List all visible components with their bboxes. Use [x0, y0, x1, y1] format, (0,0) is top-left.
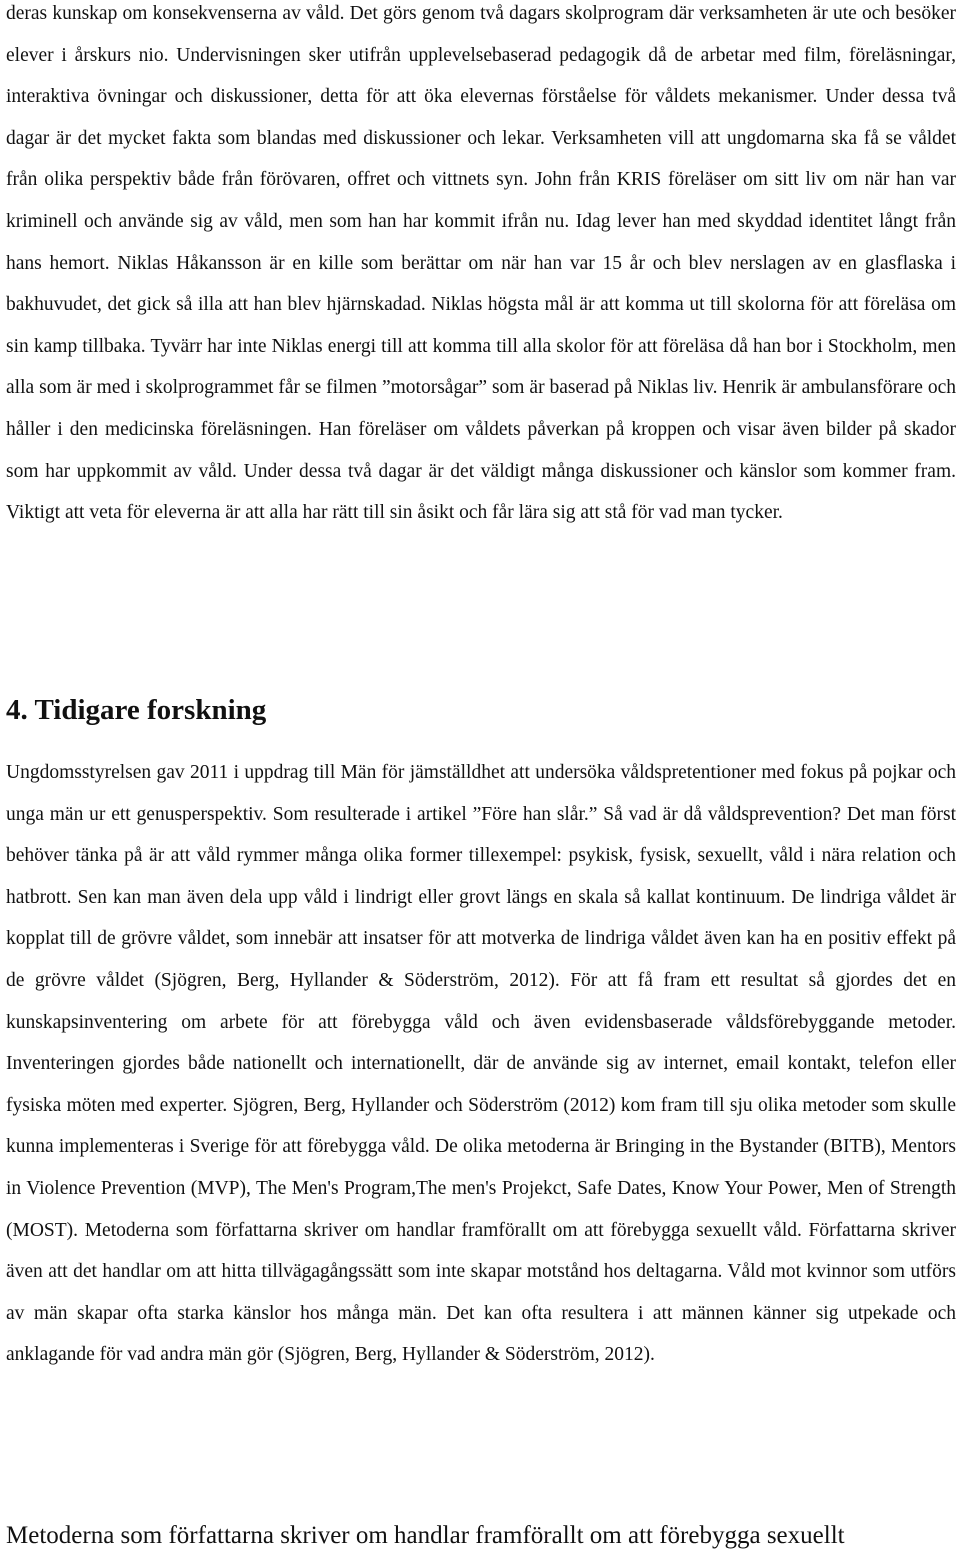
body-paragraph-research: Ungdomsstyrelsen gav 2011 i uppdrag till Män för jämställdhet att undersöka våldspretentioner med fokus på pojkar och unga män ur ett genusperspektiv. Som resulterade i artikel ”Före han slår.” Så vad är då våldsprevention? Det man först behöver tänka på är att våld rymmer många olika former tillexempel: psykisk, fysisk, sexuellt, våld i nära relation och hatbrott. Sen kan man även dela upp våld i lindrigt eller grovt längs en skala så kallat kontinuum. De lindriga våldet är kopplat till de grövre våldet, som innebär att insatser för att motverka de lindriga våldet även kan ha en positiv effekt på de grövre våldet (Sjögren, Berg, Hyllander & Söderström, 2012). För att få fram ett resultat så gjordes det en kunskapsinventering om arbete för att förebygga våld och även evidensbaserade våldsförebyggande metoder. Inventeringen gjordes både nationellt och internationellt, där de använde sig av internet, email kontakt, telefon eller fysiska möten med experter. Sjögren, Berg, Hyllander och Söderström (2012) kom fram till sju olika metoder som skulle kunna implementeras i Sverige för att förebygga våld. De olika metoderna är Bringing in the Bystander (BITB), Mentors in Violence Prevention (MVP), The Men's Program,The men's Projekct, Safe Dates, Know Your Power, Men of Strength (MOST). Metoderna som författarna skriver om handlar framförallt om att förebygga sexuellt våld. Författarna skriver även att det handlar om att hitta tillvägagångssätt som inte skapar motstånd hos deltagarna. Våld mot kvinnor som utförs av män skapar ofta starka känslor hos många män. Det kan ofta resultera i att männen känner sig utpekade och anklagande för vad andra män gör (Sjögren, Berg, Hyllander & Söderström, 2012).	[6, 762, 956, 1366]
body-paragraph-continued: Metoderna som författarna skriver om handlar framförallt om att förebygga sexuellt	[6, 1522, 845, 1549]
section-heading: 4. Tidigare forskning	[6, 694, 267, 726]
body-paragraph-intro: deras kunskap om konsekvenserna av våld. Det görs genom två dagars skolprogram där verksamheten är ute och besöker elever i årskurs nio. Undervisningen sker utifrån upplevelsebaserad pedagogik då de arbetar med film, föreläsningar, interaktiva övningar och diskussioner, detta för att öka elevernas förståelse för våldets mekanismer. Under dessa två dagar är det mycket fakta som blandas med diskussioner och lekar. Verksamheten vill att ungdomarna ska få se våldet från olika perspektiv både från förövaren, offret och vittnets syn. John från KRIS föreläser om sitt liv om när han var kriminell och använde sig av våld, men som han har kommit ifrån nu. Idag lever han med skyddad identitet långt från hans hemort. Niklas Håkansson är en kille som berättar om när han var 15 år och blev nerslagen av en glasflaska i bakhuvudet, det gick så illa att han blev hjärnskadad. Niklas högsta mål är att komma ut till skolorna för att föreläsa om sin kamp tillbaka. Tyvärr har inte Niklas energi till att komma till alla skolor för att föreläsa då han bor i Stockholm, men alla som är med i skolprogrammet får se filmen ”motorsågar” som är baserad på Niklas liv. Henrik är ambulansförare och håller i den medicinska föreläsningen. Han föreläser om våldets påverkan på kroppen och visar även bilder på skador som har uppkommit av våld. Under dessa två dagar är det väldigt många diskussioner och känslor som kommer fram. Viktigt att veta för eleverna är att alla har rätt till sin åsikt och får lära sig att stå för vad man tycker.	[6, 3, 956, 524]
